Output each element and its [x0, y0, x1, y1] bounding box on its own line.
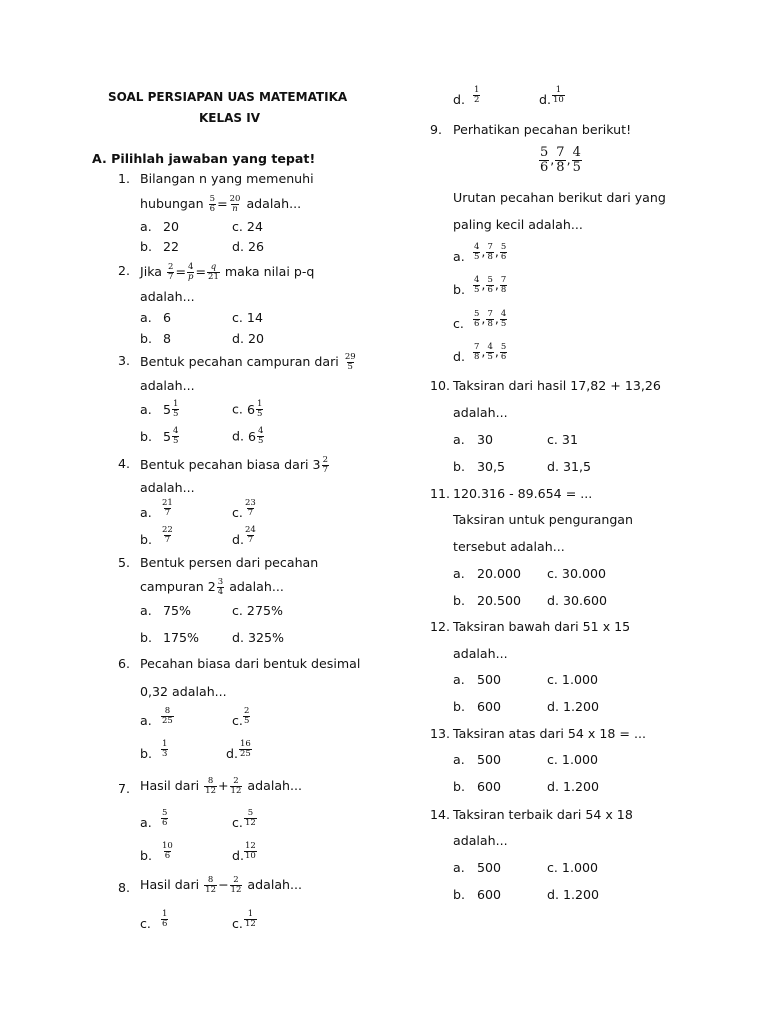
- question-number: 12.: [430, 619, 451, 634]
- option-value[interactable]: [242, 707, 251, 726]
- option-value[interactable]: 500: [477, 752, 502, 767]
- text: campuran 2: [140, 579, 216, 594]
- option-label[interactable]: b.: [140, 746, 152, 761]
- option-value[interactable]: 6: [163, 310, 172, 325]
- question-text: Taksiran dari hasil 17,82 + 13,26: [453, 378, 661, 393]
- option-value[interactable]: 8: [163, 331, 172, 346]
- option-value[interactable]: [160, 809, 169, 828]
- option[interactable]: d. 1.200: [547, 887, 600, 902]
- option-value[interactable]: 5 4 5: [163, 426, 179, 446]
- option-value[interactable]: $\frac{4}{5}$ , $\frac{7}{8}$ , $\frac{5}{6}$: [474, 242, 507, 262]
- text: adalah...: [247, 877, 303, 892]
- question-number: 1.: [118, 171, 131, 186]
- option-label[interactable]: b.: [453, 887, 465, 902]
- option-label[interactable]: b.: [453, 282, 465, 297]
- fraction: $\frac{16}{25}$: [240, 739, 251, 759]
- question-number: 6.: [118, 656, 131, 671]
- option-label[interactable]: c.: [232, 713, 243, 728]
- option-value[interactable]: [243, 499, 258, 518]
- option-value[interactable]: [238, 740, 253, 759]
- fraction: $\frac{2}{12}$: [230, 776, 242, 796]
- option-value[interactable]: [243, 526, 258, 545]
- question-text: adalah...: [140, 378, 195, 393]
- option-value[interactable]: 30,5: [477, 459, 506, 474]
- question-number: 3.: [118, 353, 131, 368]
- fraction: $\frac{5}{6}$: [500, 242, 507, 262]
- text: maka nilai p-q: [224, 264, 315, 279]
- fraction: $\frac{7}{8}$: [500, 275, 507, 295]
- worksheet-title: SOAL PERSIAPAN UAS MATEMATIKA: [108, 90, 348, 104]
- option-label[interactable]: a.: [453, 249, 465, 264]
- fraction: $\frac{4}{5}$: [572, 145, 581, 175]
- option[interactable]: d. 1.200: [547, 779, 600, 794]
- question-text: tersebut adalah...: [453, 539, 565, 554]
- question-number: 9.: [430, 122, 443, 137]
- option[interactable]: c. 24: [232, 219, 263, 234]
- question-number: 7.: [118, 781, 131, 796]
- fraction: $\frac{1}{2}$: [474, 85, 480, 105]
- fraction: $\frac{8}{12}$: [205, 875, 216, 895]
- option-label[interactable]: a.: [140, 603, 152, 618]
- option-label[interactable]: c.: [232, 505, 243, 520]
- fraction: 1 5: [173, 399, 179, 419]
- question-number: 11.: [430, 486, 451, 501]
- text: adalah...: [229, 579, 284, 594]
- fraction: $\frac{q}{21}$: [208, 262, 219, 282]
- option-label[interactable]: d.: [226, 746, 238, 761]
- option[interactable]: d. 1.200: [547, 699, 600, 714]
- fraction: 4 5: [258, 426, 264, 446]
- option[interactable]: c. 6 1 5: [232, 399, 263, 419]
- option-value[interactable]: [243, 809, 258, 828]
- fraction: $\frac{4}{5}$: [474, 242, 480, 262]
- fraction: $\frac{2}{12}$: [230, 875, 242, 895]
- fraction: $\frac{8}{25}$: [162, 706, 173, 726]
- option-label[interactable]: b.: [140, 532, 152, 547]
- fraction: 1 5: [256, 399, 263, 419]
- option-label[interactable]: a.: [140, 505, 152, 520]
- option-value[interactable]: [160, 910, 169, 929]
- option[interactable]: c. 1.000: [547, 860, 598, 875]
- question-number: 10.: [430, 378, 451, 393]
- fraction: $\frac{7}{8}$: [556, 145, 565, 175]
- question-text: Taksiran bawah dari 51 x 15: [453, 619, 631, 634]
- option-label[interactable]: a.: [140, 310, 152, 325]
- fraction: $\frac{22}{7}$: [162, 525, 173, 545]
- question-text: adalah...: [453, 833, 508, 848]
- option[interactable]: d. 325%: [232, 630, 285, 645]
- fraction: $\frac{2}{7}$: [168, 262, 174, 282]
- option-value[interactable]: 500: [477, 860, 502, 875]
- option-value[interactable]: 5 1 5: [163, 399, 179, 419]
- option-label[interactable]: b.: [140, 331, 152, 346]
- option-value[interactable]: [472, 86, 481, 105]
- worksheet-grade: KELAS IV: [199, 111, 261, 125]
- option-label[interactable]: b.: [140, 848, 152, 863]
- option-value[interactable]: 175%: [163, 630, 200, 645]
- fraction-sequence: $\frac{5}{6}$ , $\frac{7}{8}$ , $\frac{4}{5}$: [540, 145, 581, 175]
- text: Hasil dari: [140, 778, 200, 793]
- option-value[interactable]: 600: [477, 779, 502, 794]
- option-value[interactable]: 22: [163, 239, 180, 254]
- question-text: [140, 578, 284, 597]
- fraction: $\frac{4}{5}$: [474, 275, 480, 295]
- option-value[interactable]: [160, 707, 175, 726]
- option-label[interactable]: b.: [140, 630, 152, 645]
- fraction: $\frac{21}{7}$: [162, 498, 173, 518]
- option-label[interactable]: d.: [539, 92, 551, 107]
- option-label[interactable]: b.: [453, 779, 465, 794]
- option[interactable]: d. 26: [232, 239, 265, 254]
- question-number: 4.: [118, 456, 131, 471]
- option-label[interactable]: c.: [140, 916, 151, 931]
- fraction: $\frac{4}{5}$: [487, 342, 493, 362]
- fraction: $\frac{5}{6}$: [540, 145, 549, 175]
- option[interactable]: d. 6 4 5: [232, 426, 264, 446]
- option-value[interactable]: 30: [477, 432, 494, 447]
- fraction: 4 5: [173, 426, 179, 446]
- option-label[interactable]: a.: [140, 402, 152, 417]
- option-label[interactable]: d.: [232, 848, 244, 863]
- fraction: $\frac{5}{6}$: [474, 309, 480, 329]
- text: Hasil dari: [140, 877, 200, 892]
- text: hubungan: [140, 196, 204, 211]
- question-text: Taksiran atas dari 54 x 18 = ...: [453, 726, 646, 741]
- fraction: $\frac{5}{6}$: [500, 342, 507, 362]
- option-value[interactable]: 75%: [163, 603, 191, 618]
- question-text: Perhatikan pecahan berikut!: [453, 122, 632, 137]
- question-text: adalah...: [140, 289, 195, 304]
- text: adalah...: [246, 196, 302, 211]
- option-value[interactable]: $\frac{5}{6}$ , $\frac{7}{8}$ , $\frac{4}{5}$: [474, 309, 507, 329]
- option-label[interactable]: a.: [140, 815, 152, 830]
- option-value[interactable]: [551, 86, 566, 105]
- question-text: Pecahan biasa dari bentuk desimal: [140, 656, 361, 671]
- fraction: $\frac{1}{3}$: [162, 739, 168, 759]
- fraction: $\frac{2}{7}$: [322, 455, 328, 475]
- text: adalah...: [247, 778, 303, 793]
- option-label[interactable]: b.: [453, 593, 465, 608]
- fraction: $\frac{5}{6}$: [162, 808, 168, 828]
- option-label[interactable]: a.: [453, 752, 465, 767]
- option-value[interactable]: [160, 842, 175, 861]
- fraction: $\frac{7}{8}$: [487, 242, 493, 262]
- fraction: $\frac{29}{5}$: [344, 352, 356, 372]
- option[interactable]: c. 1.000: [547, 672, 598, 687]
- fraction: $\frac{24}{7}$: [245, 525, 256, 545]
- option-label[interactable]: d.: [453, 92, 465, 107]
- fraction: $\frac{7}{8}$: [487, 309, 493, 329]
- option-value[interactable]: $\frac{4}{5}$ , $\frac{5}{6}$ , $\frac{7}{8}$: [474, 275, 507, 295]
- question-text: paling kecil adalah...: [453, 217, 583, 232]
- option-label[interactable]: a.: [140, 713, 152, 728]
- fraction: $\frac{20}{n}$: [229, 194, 241, 214]
- option-value[interactable]: [243, 842, 258, 861]
- question-number: 14.: [430, 807, 451, 822]
- fraction: $\frac{5}{6}$: [209, 194, 216, 214]
- option-label[interactable]: b.: [140, 239, 152, 254]
- question-text: [140, 876, 302, 895]
- fraction: $\frac{23}{7}$: [245, 498, 256, 518]
- option-label[interactable]: c.: [232, 815, 243, 830]
- question-number: 5.: [118, 555, 131, 570]
- option-value[interactable]: [160, 499, 175, 518]
- option-value[interactable]: 500: [477, 672, 502, 687]
- option-value[interactable]: [243, 910, 258, 929]
- fraction: $\frac{3}{4}$: [217, 577, 224, 597]
- option-label[interactable]: c.: [232, 916, 243, 931]
- option-value[interactable]: 600: [477, 887, 502, 902]
- option[interactable]: c. 14: [232, 310, 263, 325]
- text: Jika: [140, 264, 163, 279]
- option-label[interactable]: a.: [453, 860, 465, 875]
- question-text: adalah...: [453, 405, 508, 420]
- option[interactable]: c. 1.000: [547, 752, 598, 767]
- option-value[interactable]: $\frac{7}{8}$ , $\frac{4}{5}$ , $\frac{5}{6}$: [474, 342, 507, 362]
- option[interactable]: c. 275%: [232, 603, 283, 618]
- question-text: Bilangan n yang memenuhi: [140, 171, 314, 186]
- fraction: $\frac{10}{6}$: [162, 841, 173, 861]
- option-value[interactable]: 600: [477, 699, 502, 714]
- question-number: 13.: [430, 726, 451, 741]
- option-label[interactable]: d.: [232, 532, 244, 547]
- operator: +: [217, 778, 229, 793]
- option-label[interactable]: d.: [453, 349, 465, 364]
- fraction: $\frac{7}{8}$: [474, 342, 480, 362]
- question-text: [140, 353, 358, 372]
- question-text: Urutan pecahan berikut dari yang: [453, 190, 666, 205]
- text: Bentuk pecahan biasa dari 3: [140, 457, 321, 472]
- text: Bentuk pecahan campuran dari: [140, 354, 339, 369]
- option-label[interactable]: a.: [453, 432, 465, 447]
- section-heading: A. Pilihlah jawaban yang tepat!: [92, 151, 316, 166]
- option[interactable]: c. 31: [547, 432, 578, 447]
- fraction: $\frac{1}{12}$: [245, 909, 256, 929]
- question-number: 8.: [118, 880, 131, 895]
- option-label[interactable]: b.: [140, 429, 152, 444]
- option[interactable]: d. 30.600: [547, 593, 608, 608]
- option-label[interactable]: a.: [453, 566, 465, 581]
- fraction: $\frac{5}{6}$: [487, 275, 493, 295]
- question-text: Taksiran untuk pengurangan: [453, 512, 634, 527]
- question-text: Taksiran terbaik dari 54 x 18: [453, 807, 633, 822]
- option-label[interactable]: c.: [453, 316, 464, 331]
- operator: −: [217, 877, 229, 892]
- fraction: $\frac{4}{p}$: [188, 262, 194, 282]
- fraction: $\frac{8}{12}$: [205, 776, 216, 796]
- option-label[interactable]: b.: [453, 699, 465, 714]
- option-value[interactable]: 20.500: [477, 593, 522, 608]
- question-text: adalah...: [140, 480, 195, 495]
- option-value[interactable]: 20: [163, 219, 180, 234]
- fraction: $\frac{4}{5}$: [500, 309, 507, 329]
- option-value[interactable]: [160, 526, 175, 545]
- question-number: 2.: [118, 263, 131, 278]
- fraction: $\frac{2}{5}$: [244, 706, 250, 726]
- option-label[interactable]: b.: [453, 459, 465, 474]
- question-text: 120.316 - 89.654 = ...: [453, 486, 593, 501]
- question-text: [140, 456, 330, 475]
- fraction: $\frac{1}{10}$: [553, 85, 564, 105]
- question-text: Bentuk persen dari pecahan: [140, 555, 319, 570]
- question-text: [140, 777, 302, 796]
- question-text: Jika $\frac{2}{7}$ = $\frac{4}{p}$ = $\frac{q}{21}$ maka nilai p-q: [140, 262, 315, 282]
- option[interactable]: d. 20: [232, 331, 265, 346]
- fraction: $\frac{12}{10}$: [245, 841, 256, 861]
- fraction: $\frac{1}{6}$: [162, 909, 168, 929]
- question-text: adalah...: [453, 646, 508, 661]
- question-text: 0,32 adalah...: [140, 684, 227, 699]
- option-label[interactable]: a.: [140, 219, 152, 234]
- option[interactable]: d. 31,5: [547, 459, 592, 474]
- option-value[interactable]: 20.000: [477, 566, 522, 581]
- question-text: hubungan $\frac{5}{6}$ = $\frac{20}{n}$ adalah...: [140, 194, 302, 214]
- option[interactable]: c. 30.000: [547, 566, 606, 581]
- option-label[interactable]: a.: [453, 672, 465, 687]
- fraction: $\frac{5}{12}$: [245, 808, 256, 828]
- option-value[interactable]: [160, 740, 169, 759]
